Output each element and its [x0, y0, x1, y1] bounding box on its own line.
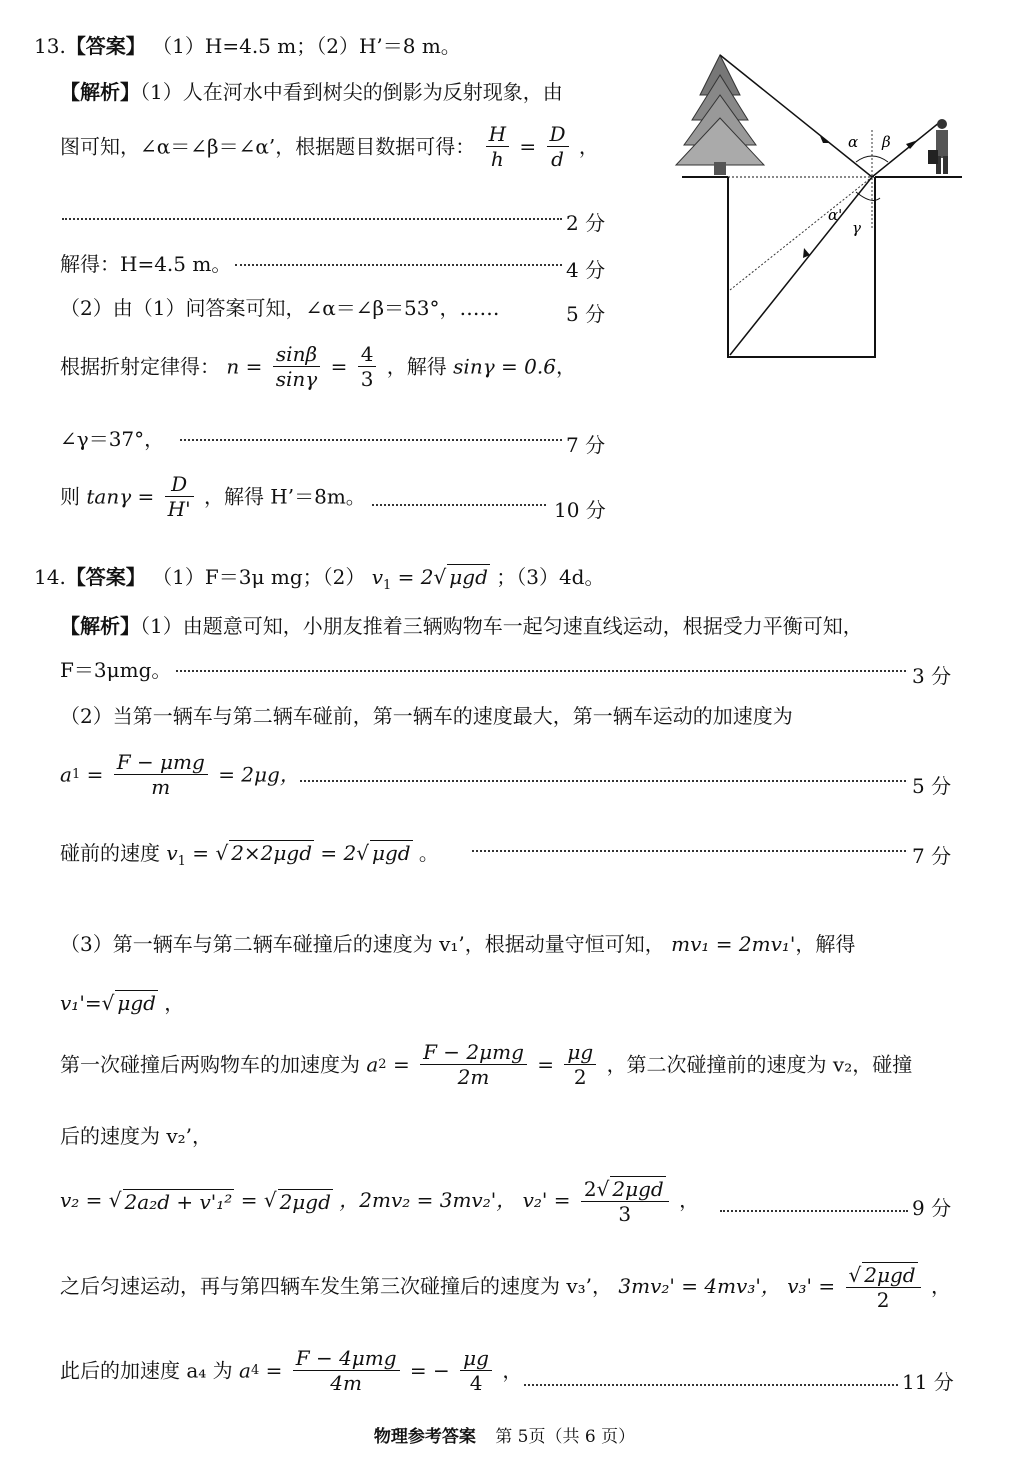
q14-ans-a: （1）F＝3μ mg；（2）: [152, 565, 366, 589]
q14-line7: v₁'=√ μgd ，: [60, 991, 185, 1015]
q14-l8-rest: ，第二次碰撞前的速度为 v₂，碰撞: [606, 1052, 913, 1077]
equals: =: [519, 134, 537, 159]
radicand: μgd: [371, 841, 411, 865]
frac-num: F − 4μmg: [293, 1348, 400, 1371]
label-alpha-prime: α': [828, 206, 843, 224]
frac-num: H: [486, 124, 509, 147]
period: 。: [418, 841, 439, 865]
tree-icon: [676, 55, 764, 175]
frac-den: 3: [618, 1202, 632, 1226]
sin-gamma-value: sinγ = 0.6: [453, 354, 556, 379]
equals: =: [240, 1188, 258, 1212]
fraction-a2-simplified: [564, 1042, 596, 1087]
v1-symbol: v: [371, 565, 384, 589]
q13-line7: [60, 474, 366, 519]
q13-analysis-line1: [60, 82, 563, 102]
momentum-eq: mv₁ = 2mv₁': [671, 932, 796, 956]
q14-l8-text: 第一次碰撞后两购物车的加速度为: [60, 1052, 360, 1077]
fraction-v3p: [846, 1262, 921, 1310]
leader-dots: [524, 1384, 898, 1386]
q14-l5-text: 碰前的速度: [60, 841, 160, 865]
frac-den: h: [490, 147, 504, 171]
person-icon: [928, 119, 948, 174]
q14-number: 14.: [34, 565, 66, 589]
frac-den: H': [167, 497, 191, 521]
leader-dots: [62, 218, 562, 220]
fraction-a1: [114, 752, 208, 797]
fraction-H-h: [486, 124, 509, 169]
v2-symbol: v₂ =: [60, 1188, 103, 1212]
fraction-v2p: [581, 1176, 669, 1224]
q13-line5: [60, 344, 576, 389]
frac-den: 2m: [457, 1065, 490, 1089]
reflection-refraction-figure: [670, 50, 970, 370]
v2p-symbol: v₂' =: [522, 1188, 571, 1212]
q13-l5-solve: ，解得: [386, 354, 447, 379]
frac-num: F − 2μmg: [420, 1042, 527, 1065]
q13-l4: （2）由（1）问答案可知，∠α＝∠β＝53°，……: [60, 296, 500, 320]
score-11: 11 分: [902, 1370, 954, 1394]
frac-num: F − μmg: [114, 752, 208, 775]
q14-analysis-line1: [60, 616, 863, 636]
footer-title: 物理参考答案: [373, 1427, 476, 1447]
q14-line11: 之后匀速运动，再与第四辆车发生第三次碰撞后的速度为 v₃’， 3mv₂' = 4mv₃'， v₃' = $\frac{\text{√ 2μgd}}{2}$ ，: [60, 1263, 951, 1312]
frac-num: 4: [358, 344, 377, 367]
radicand: 2μgd: [279, 1189, 331, 1214]
q13-answer-tag: 【答案】: [65, 34, 146, 58]
comma: ，: [555, 354, 576, 379]
q14-l12-text: 此后的加速度 a₄ 为: [60, 1358, 233, 1383]
fraction-a2: [420, 1042, 527, 1087]
fraction-a4-simplified: [460, 1348, 492, 1393]
q14-ans-b: ；（3）4d。: [496, 565, 605, 589]
q14-line12: 此后的加速度 a₄ 为 a4 = $\frac{\text{F − 4μmg}}{4m}$ = − $\frac{\mu g}{4}$ ，: [60, 1346, 523, 1395]
q14-answer-tag: 【答案】: [65, 565, 146, 589]
radicand: μgd: [117, 991, 156, 1015]
radicand: 2μgd: [864, 1263, 916, 1287]
n-equals: n =: [226, 354, 263, 379]
page-footer: [0, 1422, 1009, 1447]
frac-den: 2: [876, 1288, 890, 1312]
frac-num: μg: [564, 1042, 596, 1065]
q13-number: 13.: [34, 34, 66, 58]
fraction-a4: [293, 1348, 400, 1393]
leader-dots: [720, 1210, 908, 1212]
frac-den: d: [551, 147, 564, 171]
leader-dots: [180, 439, 562, 441]
q14-l11-text: 之后匀速运动，再与第四辆车发生第三次碰撞后的速度为 v₃’，: [60, 1274, 613, 1298]
q14-answer-line: 14.【答案】 （1）F＝3μ mg；（2） $v_1 = 2√$ μgd ；（3）4d。: [34, 565, 605, 593]
q14-l1: （1）由题意可知，小朋友推着三辆购物车一起匀速直线运动，根据受力平衡可知，: [140, 614, 863, 638]
frac-den: 4m: [330, 1371, 362, 1395]
coef: 2: [583, 1177, 597, 1201]
v1p-symbol: v₁'=: [60, 991, 102, 1015]
frac-den: 3: [360, 367, 374, 391]
frac-den: 4: [469, 1371, 483, 1395]
q14-line6: [60, 934, 855, 954]
q14-l9: 后的速度为 v₂’，: [60, 1124, 213, 1148]
score-9: 9 分: [912, 1196, 952, 1220]
q13-answer-text: （1）H=4.5 m；（2）H’＝8 m。: [152, 34, 461, 58]
momentum-eq-3: 3mv₂' = 4mv₃'，: [618, 1274, 781, 1298]
frac-num: √ 2μgd: [846, 1262, 921, 1288]
q14-line-a1: a1 = $\frac{\text{F − μmg}}{m}$ = 2μg，: [60, 750, 300, 799]
q14-l3: （2）当第一辆车与第二辆车碰前，第一辆车的速度最大，第一辆车运动的加速度为: [60, 704, 793, 728]
frac-den: m: [151, 775, 171, 799]
q14-l6-solve: ，解得: [795, 932, 856, 956]
q13-l7-then: 则: [60, 484, 80, 509]
radicand: 2a₂d + v'₁²: [124, 1189, 233, 1214]
q14-l2: F＝3μmg。: [60, 658, 172, 682]
q13-analysis-tag: 【解析】: [60, 80, 140, 104]
v3p-symbol: v₃' =: [787, 1274, 836, 1298]
a1-rhs: = 2μg，: [218, 762, 300, 787]
q13-l7-solve: ，解得 H’＝8m。: [203, 484, 366, 509]
q13-line2: [60, 124, 599, 169]
leader-dots: [472, 850, 906, 852]
q13-l3: 解得：H=4.5 m。: [60, 252, 232, 276]
leader-dots: [235, 264, 562, 266]
score-4: 4 分: [566, 258, 606, 282]
leader-dots: [300, 780, 906, 782]
label-alpha: α: [848, 133, 859, 151]
q14-analysis-tag: 【解析】: [60, 614, 140, 638]
frac-num: D: [165, 474, 194, 497]
frac-den: sinγ: [275, 367, 318, 391]
score-5: 5 分: [566, 302, 606, 326]
radicand: 2μgd: [612, 1177, 664, 1201]
a1-symbol: a: [60, 762, 72, 787]
tan-gamma: tanγ =: [86, 484, 155, 509]
radicand: μgd: [449, 565, 488, 589]
v1-symbol: v: [166, 841, 178, 865]
frac-num: 2√ 2μgd: [581, 1176, 669, 1202]
score-7: 7 分: [566, 433, 606, 457]
fraction-D-d: [547, 124, 569, 169]
frac-num: sinβ: [273, 344, 321, 367]
comma: ，: [164, 991, 185, 1015]
label-gamma: γ: [852, 219, 861, 237]
a4-symbol: a: [239, 1358, 251, 1383]
momentum-eq-2: ，2mv₂ = 3mv₂'，: [339, 1188, 517, 1212]
score-3: 3 分: [912, 664, 952, 688]
fraction-sin: [273, 344, 321, 389]
equals: =: [330, 354, 348, 379]
score-5b: 5 分: [912, 774, 952, 798]
q14-l6: （3）第一辆车与第二辆车碰撞后的速度为 v₁’，根据动量守恒可知，: [60, 932, 665, 956]
fraction-D-Hp: [165, 474, 194, 519]
frac-den: 2: [573, 1065, 587, 1089]
frac-num: D: [547, 124, 569, 147]
leader-dots: [372, 504, 546, 506]
comma: ，: [578, 134, 599, 159]
score-10: 10 分: [554, 498, 606, 522]
score-2: 2 分: [566, 211, 606, 235]
leader-dots: [176, 670, 906, 672]
q13-l6: ∠γ＝37°，: [60, 427, 165, 451]
a2-symbol: a: [366, 1052, 379, 1077]
q14-line-v1: 碰前的速度 $v_1$ = √ 2×2μgd = 2√ μgd 。: [60, 841, 439, 869]
label-beta: β: [882, 133, 891, 151]
equals-2: = 2: [320, 841, 357, 865]
q13-l2: 图可知，∠α＝∠β＝∠α’，根据题目数据可得：: [60, 134, 476, 159]
fraction-4-3: [358, 344, 377, 389]
q13-answer-line: [34, 36, 461, 56]
q13-l1: （1）人在河水中看到树尖的倒影为反射现象，由: [140, 80, 563, 104]
frac-num: μg: [460, 1348, 492, 1371]
q14-line8: 第一次碰撞后两购物车的加速度为 a2 = $\frac{\text{F − 2μmg}}{2m}$ = $\frac{\mu g}{2}$ ，第二次碰撞前的速度为 v₂，碰撞: [60, 1040, 913, 1089]
q14-line10: v₂ = √ 2a₂d + v'₁² = √ 2μgd ，2mv₂ = 3mv₂'， v₂' = $\frac{\text{2√ 2μgd}}{3}$ ，: [60, 1177, 700, 1226]
radicand: 2×2μgd: [231, 841, 312, 865]
q13-l5-text: 根据折射定律得：: [60, 354, 220, 379]
equals-2: = 2: [397, 565, 434, 589]
footer-page: 第 5页（共 6 页）: [495, 1427, 636, 1447]
score-7b: 7 分: [912, 844, 952, 868]
